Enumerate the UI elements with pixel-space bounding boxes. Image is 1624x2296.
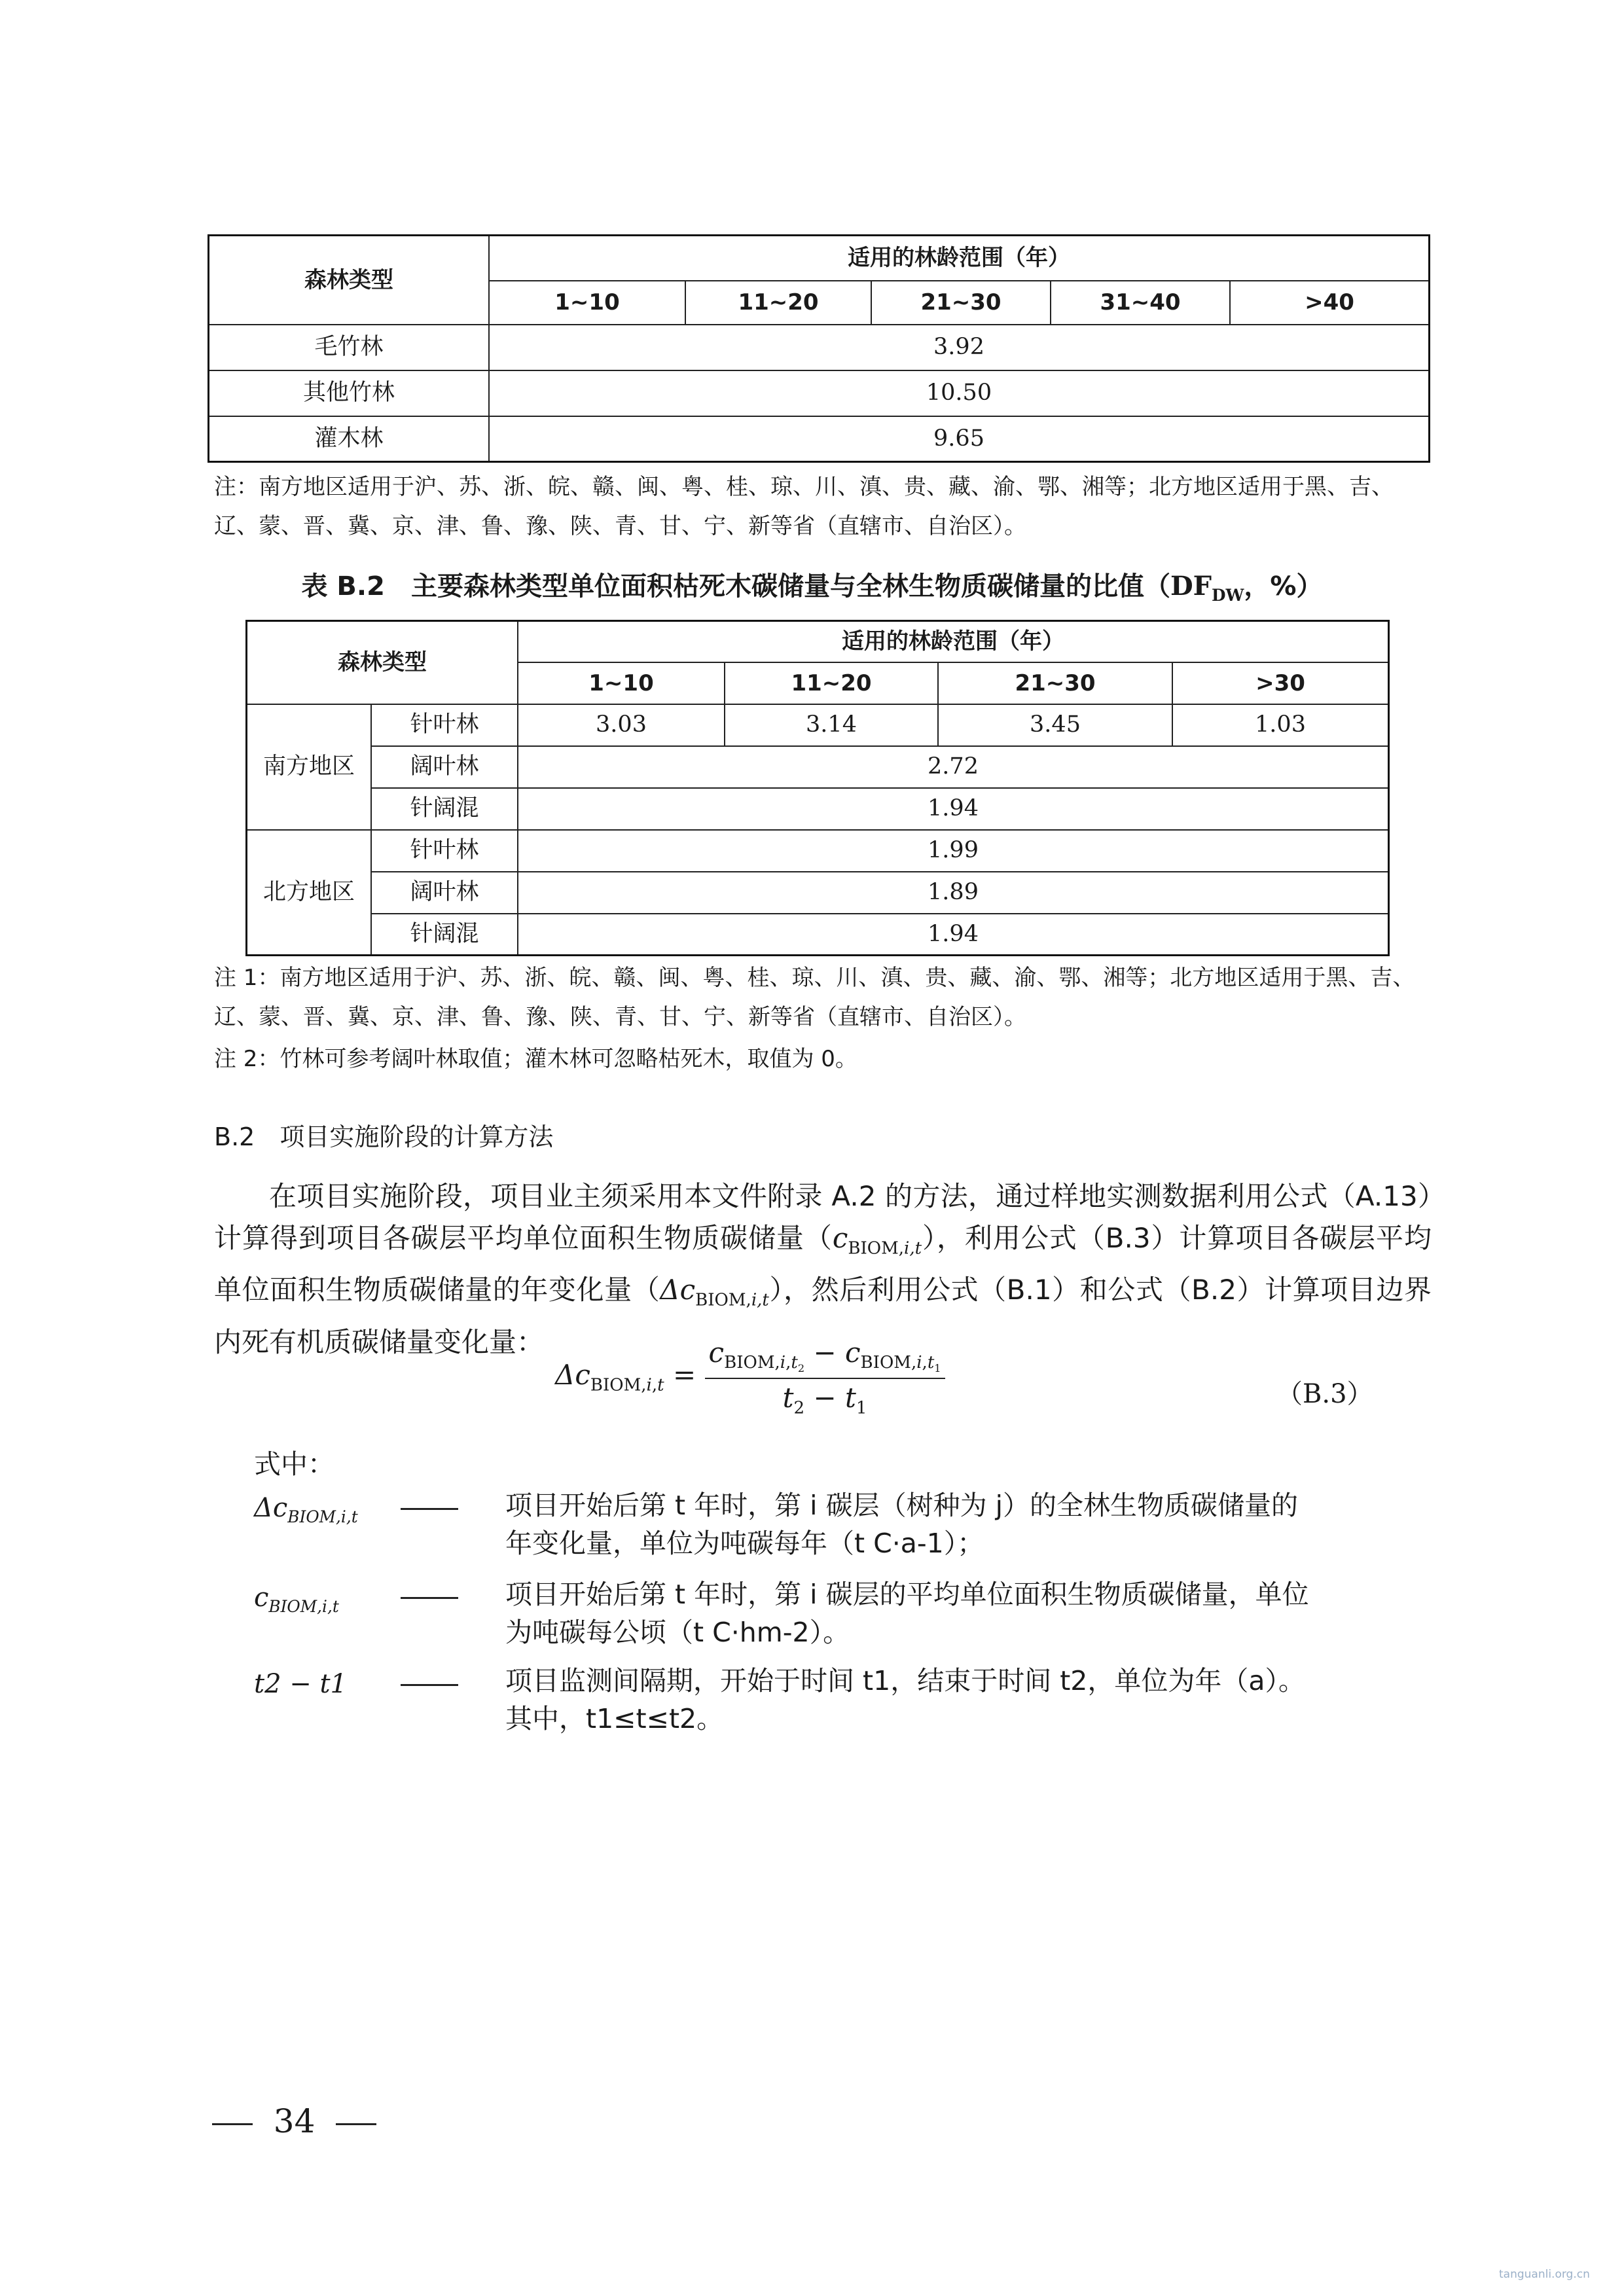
table2-cell: 1.94 (518, 788, 1389, 830)
table-row (209, 325, 1430, 370)
section-heading: B.2 项目实施阶段的计算方法 (214, 1122, 554, 1151)
table-row (209, 370, 1430, 416)
table2-cell: 1.94 (518, 914, 1389, 956)
formula-lhs: $\Delta c_{BIOM,i,t}$ = (555, 1359, 696, 1395)
table-deadwood-ratio (245, 620, 1390, 956)
where-label: 式中： (254, 1448, 334, 1480)
table2-cell: 1.03 (1172, 704, 1389, 746)
symbol-sub-index: i,t (904, 1238, 922, 1259)
symbol-main: t2 − t1 (254, 1669, 347, 1699)
table1-row-type: 灌木林 (209, 416, 490, 462)
table2-row-type: 阔叶林 (371, 746, 518, 788)
table1-header-forest-type: 森林类型 (209, 236, 490, 325)
section-paragraph (214, 1175, 1432, 1363)
definition-line: 项目开始后第 t 年时，第 i 碳层的平均单位面积生物质碳储量，单位 (505, 1579, 1309, 1610)
equation-number: （B.3） (1276, 1379, 1373, 1409)
table1-age-col: >40 (1230, 281, 1430, 325)
table1-note: 注：南方地区适用于沪、苏、浙、皖、赣、闽、粤、桂、琼、川、滇、贵、藏、渝、鄂、湘等；北方地区适用于黑、吉、辽、蒙、晋、冀、京、津、鲁、豫、陕、青、甘、宁、新等省（直辖市、自治区）。 (214, 474, 1394, 539)
table-row (247, 704, 1389, 746)
table-row (247, 746, 1389, 788)
table2-caption-prefix: 表 B.2 主要森林类型单位面积枯死木碳储量与全林生物质碳储量的比值（ (301, 571, 1170, 601)
table2-cell: 3.03 (518, 704, 725, 746)
table-row (209, 416, 1430, 462)
table2-row-type: 针阔混 (371, 914, 518, 956)
formula-numerator: $c_{BIOM,i,t_2} - c_{BIOM,i,t_1}$ (705, 1336, 945, 1379)
table2-age-col: 21~30 (938, 662, 1172, 704)
watermark: tanguanli.org.cn (1499, 2268, 1590, 2281)
table-row (247, 788, 1389, 830)
table1-row-type: 其他竹林 (209, 370, 490, 416)
table-row (247, 872, 1389, 914)
page-dash-left (212, 2123, 253, 2125)
table2-row-type: 针阔混 (371, 788, 518, 830)
table2-note-2: 注 2：竹林可参考阔叶林取值；灌木林可忽略枯死木，取值为 0。 (214, 1046, 857, 1072)
table2-cell: 2.72 (518, 746, 1389, 788)
page-number-value: 34 (273, 2102, 316, 2140)
table2-cell: 1.89 (518, 872, 1389, 914)
table2-region: 南方地区 (247, 704, 372, 830)
table1-age-col: 31~40 (1051, 281, 1230, 325)
definition-line: 年变化量，单位为吨碳每年（t C·a-1）； (505, 1528, 984, 1559)
paragraph-part: ），然后利用公式（B.1）和公式（B.2）计算项目边界内死有机质碳储量变化量： (214, 1274, 1432, 1358)
table2-row-type: 阔叶林 (371, 872, 518, 914)
table2-header-forest-type: 森林类型 (247, 621, 518, 704)
formula-fraction (705, 1336, 945, 1418)
table2-caption (0, 565, 1624, 605)
table2-cell: 3.14 (725, 704, 938, 746)
definition-line: 项目监测间隔期，开始于时间 t1，结束于时间 t2，单位为年（a）。 (505, 1665, 1306, 1696)
symbol-c-biom (832, 1222, 922, 1259)
table2-region: 北方地区 (247, 830, 372, 956)
table2-cell: 3.45 (938, 704, 1172, 746)
symbol-main: Δc (660, 1274, 696, 1306)
page-number (212, 2102, 376, 2140)
symbol-delta-c-biom (660, 1274, 769, 1310)
symbol-main: Δc (254, 1493, 288, 1523)
table1-row-value: 9.65 (489, 416, 1430, 462)
definition-text (505, 1486, 1435, 1562)
table1-age-col: 11~20 (685, 281, 871, 325)
definition-line: 为吨碳每公顷（t C·hm-2）。 (505, 1617, 850, 1648)
table1-row-value: 3.92 (489, 325, 1430, 370)
table2-age-col: >30 (1172, 662, 1389, 704)
table1-age-col: 1~10 (489, 281, 685, 325)
table2-caption-symbol: DF (1170, 571, 1212, 601)
symbol-sub: BIOM,i,t (268, 1597, 339, 1616)
symbol-sub: BIOM, (695, 1290, 751, 1310)
formula-denominator: $t_2 - t_1$ (782, 1381, 867, 1418)
table1-header-age-range: 适用的林龄范围（年） (489, 236, 1430, 281)
definition-text (505, 1662, 1435, 1738)
table1-row-value: 10.50 (489, 370, 1430, 416)
definition-symbol (254, 1669, 347, 1699)
table2-age-col: 11~20 (725, 662, 938, 704)
table2-note-1: 注 1：南方地区适用于沪、苏、浙、皖、赣、闽、粤、桂、琼、川、滇、贵、藏、渝、鄂、湘等；北方地区适用于黑、吉、辽、蒙、晋、冀、京、津、鲁、豫、陕、青、甘、宁、新等省（直辖市、自治区）。 (214, 965, 1415, 1030)
definition-dash (401, 1508, 458, 1510)
page-dash-right (336, 2123, 376, 2125)
paragraph-part: 在项目实施阶段，项目业主须采用本文件附录 A.2 的方法，通过样地实测数据利用公式（A.13）计算得到项目各碳层平均单位面积生物质碳储量（ (214, 1180, 1432, 1254)
definition-symbol (254, 1583, 339, 1616)
definition-line: 其中，t1≤t≤t2。 (505, 1703, 724, 1734)
definition-symbol (254, 1493, 358, 1526)
definition-line: 项目开始后第 t 年时，第 i 碳层（树种为 j）的全林生物质碳储量的 (505, 1490, 1299, 1521)
table2-row-type: 针叶林 (371, 704, 518, 746)
table1-row-type: 毛竹林 (209, 325, 490, 370)
definition-dash (401, 1684, 458, 1686)
symbol-sub-index: i,t (751, 1290, 769, 1310)
symbol-sub: BIOM,i,t (287, 1507, 358, 1526)
table-bamboo-shrub (208, 234, 1430, 463)
table-row (247, 830, 1389, 872)
table2-caption-sub: DW (1212, 586, 1244, 605)
table1-age-col: 21~30 (871, 281, 1051, 325)
symbol-main: c (832, 1222, 848, 1254)
table2-row-type: 针叶林 (371, 830, 518, 872)
table2-cell: 1.99 (518, 830, 1389, 872)
table2-caption-suffix: ，%） (1244, 571, 1323, 601)
definition-dash (401, 1597, 458, 1599)
table2-header-age-range: 适用的林龄范围（年） (518, 621, 1389, 662)
paragraph-part: ），利用公式（B.3）计算项目各碳层平均单位面积生物质碳储量的年变化量（ (214, 1222, 1432, 1306)
formula-b3 (555, 1336, 945, 1418)
table2-age-col: 1~10 (518, 662, 725, 704)
table-row (247, 914, 1389, 956)
symbol-main: c (254, 1583, 269, 1613)
symbol-sub: BIOM, (848, 1238, 905, 1259)
definition-text (505, 1575, 1435, 1651)
